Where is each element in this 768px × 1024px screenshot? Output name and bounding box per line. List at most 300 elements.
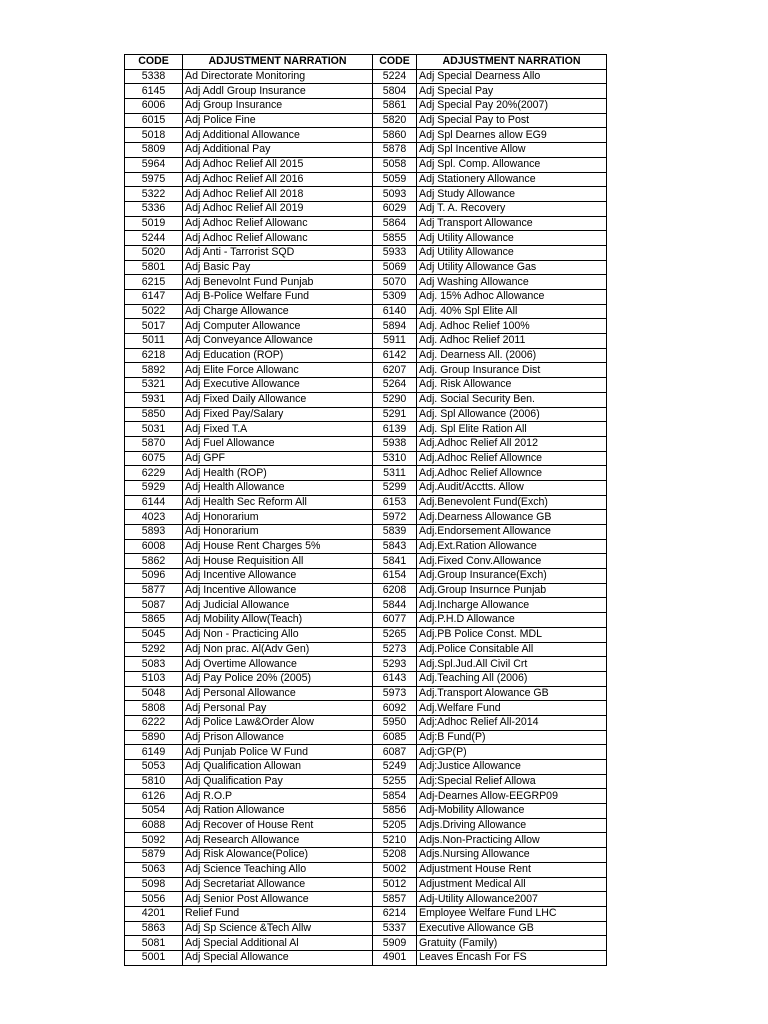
table-row <box>125 275 607 290</box>
cell-narration-right: Adj:Adhoc Relief All-2014 <box>417 715 607 730</box>
cell-code-left: 6008 <box>125 539 183 554</box>
cell-code-right: 5854 <box>373 789 417 804</box>
cell-code-left: 6144 <box>125 495 183 510</box>
cell-code-right: 5973 <box>373 686 417 701</box>
table-row <box>125 187 607 202</box>
cell-narration-left: Adj Adhoc Relief All 2018 <box>183 187 373 202</box>
cell-narration-left: Adj Ration Allowance <box>183 804 373 819</box>
table-row <box>125 657 607 672</box>
cell-code-right: 6153 <box>373 495 417 510</box>
cell-code-right: 5878 <box>373 143 417 158</box>
table-row <box>125 569 607 584</box>
cell-code-right: 6085 <box>373 730 417 745</box>
cell-code-right: 6029 <box>373 201 417 216</box>
cell-narration-right: Adj.Welfare Fund <box>417 701 607 716</box>
table-row <box>125 378 607 393</box>
cell-code-right: 5293 <box>373 657 417 672</box>
cell-narration-right: Adj-Mobility Allowance <box>417 804 607 819</box>
cell-narration-right: Adj.Group Insurnce Punjab <box>417 583 607 598</box>
cell-narration-right: Adj:B Fund(P) <box>417 730 607 745</box>
table-row <box>125 833 607 848</box>
cell-narration-right: Adj.Audit/Acctts. Allow <box>417 480 607 495</box>
table-row <box>125 525 607 540</box>
cell-code-left: 5809 <box>125 143 183 158</box>
cell-narration-right: Adj Spl. Comp. Allowance <box>417 157 607 172</box>
table-body <box>125 69 607 965</box>
cell-code-left: 6222 <box>125 715 183 730</box>
table-row <box>125 157 607 172</box>
table-row <box>125 216 607 231</box>
cell-code-right: 5012 <box>373 877 417 892</box>
table-row <box>125 99 607 114</box>
cell-narration-right: Adj.Benevolent Fund(Exch) <box>417 495 607 510</box>
cell-code-left: 5850 <box>125 407 183 422</box>
cell-narration-left: Adj Benevolnt Fund Punjab <box>183 275 373 290</box>
cell-code-left: 5083 <box>125 657 183 672</box>
cell-narration-right: Adj-Dearnes Allow-EEGRP09 <box>417 789 607 804</box>
table-row <box>125 69 607 84</box>
cell-narration-left: Adj Pay Police 20% (2005) <box>183 671 373 686</box>
cell-narration-left: Adj Personal Pay <box>183 701 373 716</box>
cell-code-right: 5843 <box>373 539 417 554</box>
cell-narration-right: Adj.Dearness Allowance GB <box>417 510 607 525</box>
table-row <box>125 745 607 760</box>
cell-code-right: 5309 <box>373 290 417 305</box>
cell-code-left: 5321 <box>125 378 183 393</box>
cell-narration-right: Adjustment Medical All <box>417 877 607 892</box>
cell-narration-left: Adj Adhoc Relief Allowanc <box>183 216 373 231</box>
cell-narration-right: Adj. Spl Elite Ration All <box>417 422 607 437</box>
cell-narration-left: Adj Fixed Pay/Salary <box>183 407 373 422</box>
table-row <box>125 363 607 378</box>
table-row <box>125 407 607 422</box>
cell-narration-left: Adj Special Additional Al <box>183 936 373 951</box>
cell-code-left: 5929 <box>125 480 183 495</box>
cell-code-left: 5877 <box>125 583 183 598</box>
cell-narration-left: Adj Senior Post Allowance <box>183 892 373 907</box>
cell-code-left: 6006 <box>125 99 183 114</box>
cell-narration-left: Adj Conveyance Allowance <box>183 334 373 349</box>
table-row <box>125 627 607 642</box>
cell-narration-left: Adj Honorarium <box>183 510 373 525</box>
table-row <box>125 113 607 128</box>
cell-narration-left: Adj Risk Alowance(Police) <box>183 848 373 863</box>
cell-narration-left: Adj Health Sec Reform All <box>183 495 373 510</box>
cell-narration-right: Adj Special Pay 20%(2007) <box>417 99 607 114</box>
cell-narration-left: Adj Science Teaching Allo <box>183 862 373 877</box>
cell-narration-right: Adj. Adhoc Relief 2011 <box>417 334 607 349</box>
table-row <box>125 290 607 305</box>
cell-narration-right: Adjustment House Rent <box>417 862 607 877</box>
table-row <box>125 172 607 187</box>
cell-code-left: 5019 <box>125 216 183 231</box>
table-row <box>125 818 607 833</box>
cell-code-right: 5290 <box>373 392 417 407</box>
cell-code-left: 5011 <box>125 334 183 349</box>
table-row <box>125 760 607 775</box>
cell-code-right: 6087 <box>373 745 417 760</box>
cell-code-left: 5001 <box>125 950 183 965</box>
cell-narration-right: Adj. Adhoc Relief 100% <box>417 319 607 334</box>
cell-code-left: 5092 <box>125 833 183 848</box>
cell-code-left: 5931 <box>125 392 183 407</box>
cell-narration-left: Adj Anti - Tarrorist SQD <box>183 245 373 260</box>
cell-narration-right: Adj.Teaching All (2006) <box>417 671 607 686</box>
cell-code-right: 5255 <box>373 774 417 789</box>
cell-narration-left: Adj Addl Group Insurance <box>183 84 373 99</box>
cell-narration-right: Adj. 40% Spl Elite All <box>417 304 607 319</box>
header-narration-right: ADJUSTMENT NARRATION <box>417 55 607 70</box>
cell-narration-right: Adj Washing Allowance <box>417 275 607 290</box>
cell-narration-right: Adj:GP(P) <box>417 745 607 760</box>
table-row <box>125 334 607 349</box>
cell-narration-left: Adj Non - Practicing Allo <box>183 627 373 642</box>
cell-narration-right: Adj.Group Insurance(Exch) <box>417 569 607 584</box>
cell-narration-right: Adj.P.H.D Allowance <box>417 613 607 628</box>
cell-code-left: 5336 <box>125 201 183 216</box>
table-row <box>125 921 607 936</box>
cell-narration-right: Adj Special Pay to Post <box>417 113 607 128</box>
cell-code-right: 5911 <box>373 334 417 349</box>
table-row <box>125 686 607 701</box>
cell-narration-left: Adj Fixed T.A <box>183 422 373 437</box>
cell-code-right: 5058 <box>373 157 417 172</box>
cell-code-left: 5865 <box>125 613 183 628</box>
cell-code-right: 5933 <box>373 245 417 260</box>
cell-code-left: 6075 <box>125 451 183 466</box>
cell-narration-left: Relief Fund <box>183 906 373 921</box>
table-row <box>125 451 607 466</box>
table-row <box>125 804 607 819</box>
cell-narration-left: Adj Additional Allowance <box>183 128 373 143</box>
cell-narration-left: Adj Special Allowance <box>183 950 373 965</box>
cell-narration-right: Adj Study Allowance <box>417 187 607 202</box>
table-row <box>125 598 607 613</box>
cell-code-left: 5892 <box>125 363 183 378</box>
table-row <box>125 319 607 334</box>
cell-narration-left: Adj Personal Allowance <box>183 686 373 701</box>
cell-narration-left: Adj Prison Allowance <box>183 730 373 745</box>
cell-narration-left: Ad Directorate Monitoring <box>183 69 373 84</box>
cell-narration-right: Adj Utility Allowance <box>417 231 607 246</box>
cell-narration-right: Adj:Special Relief Allowa <box>417 774 607 789</box>
table-row <box>125 348 607 363</box>
table-row <box>125 84 607 99</box>
cell-code-right: 6142 <box>373 348 417 363</box>
cell-narration-left: Adj Basic Pay <box>183 260 373 275</box>
cell-code-right: 6214 <box>373 906 417 921</box>
cell-code-left: 6149 <box>125 745 183 760</box>
cell-code-left: 5054 <box>125 804 183 819</box>
table-row <box>125 495 607 510</box>
cell-code-right: 5070 <box>373 275 417 290</box>
cell-narration-right: Adj. Social Security Ben. <box>417 392 607 407</box>
table-row <box>125 466 607 481</box>
cell-code-left: 6215 <box>125 275 183 290</box>
cell-code-right: 5273 <box>373 642 417 657</box>
cell-code-left: 5808 <box>125 701 183 716</box>
cell-narration-left: Adj Fixed Daily Allowance <box>183 392 373 407</box>
cell-narration-right: Adjs.Nursing Allowance <box>417 848 607 863</box>
cell-narration-right: Adj. Dearness All. (2006) <box>417 348 607 363</box>
cell-code-left: 5893 <box>125 525 183 540</box>
cell-code-right: 5224 <box>373 69 417 84</box>
table-row <box>125 774 607 789</box>
cell-code-right: 5839 <box>373 525 417 540</box>
cell-narration-right: Adj.Incharge Allowance <box>417 598 607 613</box>
cell-narration-left: Adj Honorarium <box>183 525 373 540</box>
cell-narration-left: Adj Executive Allowance <box>183 378 373 393</box>
cell-narration-right: Adjs.Non-Practicing Allow <box>417 833 607 848</box>
cell-code-right: 5299 <box>373 480 417 495</box>
cell-code-left: 5022 <box>125 304 183 319</box>
cell-code-left: 5810 <box>125 774 183 789</box>
cell-code-left: 5338 <box>125 69 183 84</box>
cell-code-left: 5098 <box>125 877 183 892</box>
cell-narration-left: Adj House Rent Charges 5% <box>183 539 373 554</box>
cell-narration-left: Adj GPF <box>183 451 373 466</box>
cell-narration-left: Adj Overtime Allowance <box>183 657 373 672</box>
header-code-left: CODE <box>125 55 183 70</box>
cell-narration-left: Adj Police Fine <box>183 113 373 128</box>
cell-narration-right: Adj.Spl.Jud.All Civil Crt <box>417 657 607 672</box>
cell-narration-right: Adj.Adhoc Relief Allownce <box>417 466 607 481</box>
table-row <box>125 554 607 569</box>
cell-narration-left: Adj House Requisition All <box>183 554 373 569</box>
cell-code-left: 5053 <box>125 760 183 775</box>
table-row <box>125 201 607 216</box>
cell-code-left: 5018 <box>125 128 183 143</box>
table-row <box>125 260 607 275</box>
cell-code-right: 5291 <box>373 407 417 422</box>
cell-narration-left: Adj Group Insurance <box>183 99 373 114</box>
cell-narration-left: Adj Health (ROP) <box>183 466 373 481</box>
cell-code-left: 5087 <box>125 598 183 613</box>
cell-code-right: 6077 <box>373 613 417 628</box>
cell-narration-left: Adj Qualification Allowan <box>183 760 373 775</box>
cell-code-left: 6218 <box>125 348 183 363</box>
table-row <box>125 936 607 951</box>
cell-narration-right: Adj.Transport Alowance GB <box>417 686 607 701</box>
cell-narration-right: Executive Allowance GB <box>417 921 607 936</box>
header-row <box>125 55 607 70</box>
cell-narration-left: Adj Secretariat Allowance <box>183 877 373 892</box>
table-row <box>125 392 607 407</box>
cell-code-left: 5081 <box>125 936 183 951</box>
cell-narration-right: Adj:Justice Allowance <box>417 760 607 775</box>
cell-narration-right: Adj. Group Insurance Dist <box>417 363 607 378</box>
cell-code-right: 5855 <box>373 231 417 246</box>
cell-code-left: 5801 <box>125 260 183 275</box>
cell-narration-right: Adj. Spl Allowance (2006) <box>417 407 607 422</box>
cell-narration-left: Adj Fuel Allowance <box>183 436 373 451</box>
cell-narration-right: Gratuity (Family) <box>417 936 607 951</box>
cell-code-right: 5950 <box>373 715 417 730</box>
cell-code-right: 6139 <box>373 422 417 437</box>
cell-narration-right: Adj Special Dearness Allo <box>417 69 607 84</box>
cell-narration-right: Adj.PB Police Const. MDL <box>417 627 607 642</box>
cell-narration-left: Adj Education (ROP) <box>183 348 373 363</box>
cell-code-left: 4023 <box>125 510 183 525</box>
cell-code-right: 5861 <box>373 99 417 114</box>
cell-code-left: 5056 <box>125 892 183 907</box>
table-row <box>125 245 607 260</box>
table-row <box>125 613 607 628</box>
cell-code-left: 5063 <box>125 862 183 877</box>
table-row <box>125 539 607 554</box>
table-row <box>125 304 607 319</box>
table-row <box>125 877 607 892</box>
cell-narration-right: Adj Spl Incentive Allow <box>417 143 607 158</box>
cell-narration-left: Adj Incentive Allowance <box>183 569 373 584</box>
cell-code-right: 6143 <box>373 671 417 686</box>
cell-code-left: 6088 <box>125 818 183 833</box>
cell-narration-right: Adj T. A. Recovery <box>417 201 607 216</box>
cell-narration-left: Adj Research Allowance <box>183 833 373 848</box>
cell-narration-left: Adj R.O.P <box>183 789 373 804</box>
cell-code-left: 6145 <box>125 84 183 99</box>
cell-code-left: 5863 <box>125 921 183 936</box>
header-narration-left: ADJUSTMENT NARRATION <box>183 55 373 70</box>
table-row <box>125 862 607 877</box>
cell-code-right: 5844 <box>373 598 417 613</box>
table-row <box>125 143 607 158</box>
table-row <box>125 583 607 598</box>
cell-narration-right: Adj Utility Allowance Gas <box>417 260 607 275</box>
cell-code-right: 5093 <box>373 187 417 202</box>
cell-code-left: 6147 <box>125 290 183 305</box>
cell-code-right: 5265 <box>373 627 417 642</box>
cell-code-left: 5103 <box>125 671 183 686</box>
cell-code-left: 5017 <box>125 319 183 334</box>
cell-narration-left: Adj Computer Allowance <box>183 319 373 334</box>
cell-code-right: 5311 <box>373 466 417 481</box>
cell-narration-right: Adjs.Driving Allowance <box>417 818 607 833</box>
cell-code-right: 6140 <box>373 304 417 319</box>
cell-code-right: 6154 <box>373 569 417 584</box>
table-row <box>125 892 607 907</box>
cell-code-left: 5020 <box>125 245 183 260</box>
cell-narration-right: Adj Spl Dearnes allow EG9 <box>417 128 607 143</box>
table-row <box>125 480 607 495</box>
cell-narration-right: Adj Transport Allowance <box>417 216 607 231</box>
cell-code-right: 6207 <box>373 363 417 378</box>
cell-code-right: 5205 <box>373 818 417 833</box>
cell-narration-right: Adj Utility Allowance <box>417 245 607 260</box>
cell-code-right: 5002 <box>373 862 417 877</box>
cell-code-left: 5322 <box>125 187 183 202</box>
cell-narration-left: Adj Elite Force Allowanc <box>183 363 373 378</box>
cell-narration-right: Leaves Encash For FS <box>417 950 607 965</box>
cell-code-left: 5862 <box>125 554 183 569</box>
cell-narration-left: Adj Incentive Allowance <box>183 583 373 598</box>
cell-code-left: 6015 <box>125 113 183 128</box>
cell-code-right: 5059 <box>373 172 417 187</box>
adjustment-codes-table <box>124 54 607 966</box>
cell-narration-right: Adj Stationery Allowance <box>417 172 607 187</box>
cell-code-left: 5870 <box>125 436 183 451</box>
cell-code-right: 5804 <box>373 84 417 99</box>
cell-code-left: 5048 <box>125 686 183 701</box>
cell-narration-right: Adj.Ext.Ration Allowance <box>417 539 607 554</box>
cell-narration-left: Adj Qualification Pay <box>183 774 373 789</box>
cell-code-right: 4901 <box>373 950 417 965</box>
cell-code-right: 5820 <box>373 113 417 128</box>
cell-code-right: 5264 <box>373 378 417 393</box>
cell-narration-left: Adj Adhoc Relief All 2015 <box>183 157 373 172</box>
table-row <box>125 950 607 965</box>
cell-narration-right: Adj-Utility Allowance2007 <box>417 892 607 907</box>
cell-code-right: 5972 <box>373 510 417 525</box>
table-row <box>125 128 607 143</box>
table-row <box>125 848 607 863</box>
cell-code-left: 5096 <box>125 569 183 584</box>
cell-narration-right: Adj.Adhoc Relief Allownce <box>417 451 607 466</box>
cell-code-right: 5857 <box>373 892 417 907</box>
cell-code-right: 5938 <box>373 436 417 451</box>
table-row <box>125 906 607 921</box>
table-row <box>125 789 607 804</box>
cell-code-right: 5249 <box>373 760 417 775</box>
cell-narration-right: Adj.Police Consitable All <box>417 642 607 657</box>
cell-narration-left: Adj Judicial Allowance <box>183 598 373 613</box>
cell-code-right: 6208 <box>373 583 417 598</box>
cell-code-right: 5856 <box>373 804 417 819</box>
cell-code-right: 5864 <box>373 216 417 231</box>
cell-narration-left: Adj Adhoc Relief All 2019 <box>183 201 373 216</box>
cell-code-left: 6229 <box>125 466 183 481</box>
table-row <box>125 510 607 525</box>
table-row <box>125 671 607 686</box>
cell-narration-right: Adj.Endorsement Allowance <box>417 525 607 540</box>
cell-narration-left: Adj Additional Pay <box>183 143 373 158</box>
cell-code-right: 5860 <box>373 128 417 143</box>
cell-narration-right: Adj. 15% Adhoc Allowance <box>417 290 607 305</box>
table-row <box>125 231 607 246</box>
cell-narration-left: Adj Mobility Allow(Teach) <box>183 613 373 628</box>
cell-narration-left: Adj Adhoc Relief Allowanc <box>183 231 373 246</box>
table-row <box>125 422 607 437</box>
cell-narration-right: Adj Special Pay <box>417 84 607 99</box>
cell-code-left: 5045 <box>125 627 183 642</box>
cell-code-right: 5310 <box>373 451 417 466</box>
cell-code-right: 6092 <box>373 701 417 716</box>
cell-code-left: 5964 <box>125 157 183 172</box>
cell-code-right: 5069 <box>373 260 417 275</box>
cell-code-right: 5337 <box>373 921 417 936</box>
cell-code-left: 5031 <box>125 422 183 437</box>
cell-narration-left: Adj Recover of House Rent <box>183 818 373 833</box>
cell-code-right: 5909 <box>373 936 417 951</box>
cell-code-right: 5208 <box>373 848 417 863</box>
cell-narration-right: Employee Welfare Fund LHC <box>417 906 607 921</box>
cell-code-left: 5890 <box>125 730 183 745</box>
cell-narration-left: Adj Non prac. Al(Adv Gen) <box>183 642 373 657</box>
table-row <box>125 642 607 657</box>
cell-code-left: 5879 <box>125 848 183 863</box>
cell-code-left: 5292 <box>125 642 183 657</box>
cell-code-right: 5841 <box>373 554 417 569</box>
cell-narration-left: Adj B-Police Welfare Fund <box>183 290 373 305</box>
cell-narration-left: Adj Police Law&Order Alow <box>183 715 373 730</box>
cell-code-left: 4201 <box>125 906 183 921</box>
cell-narration-left: Adj Sp Science &Tech Allw <box>183 921 373 936</box>
cell-narration-right: Adj.Adhoc Relief All 2012 <box>417 436 607 451</box>
cell-narration-left: Adj Health Allowance <box>183 480 373 495</box>
cell-narration-right: Adj. Risk Allowance <box>417 378 607 393</box>
table-row <box>125 701 607 716</box>
table-row <box>125 715 607 730</box>
